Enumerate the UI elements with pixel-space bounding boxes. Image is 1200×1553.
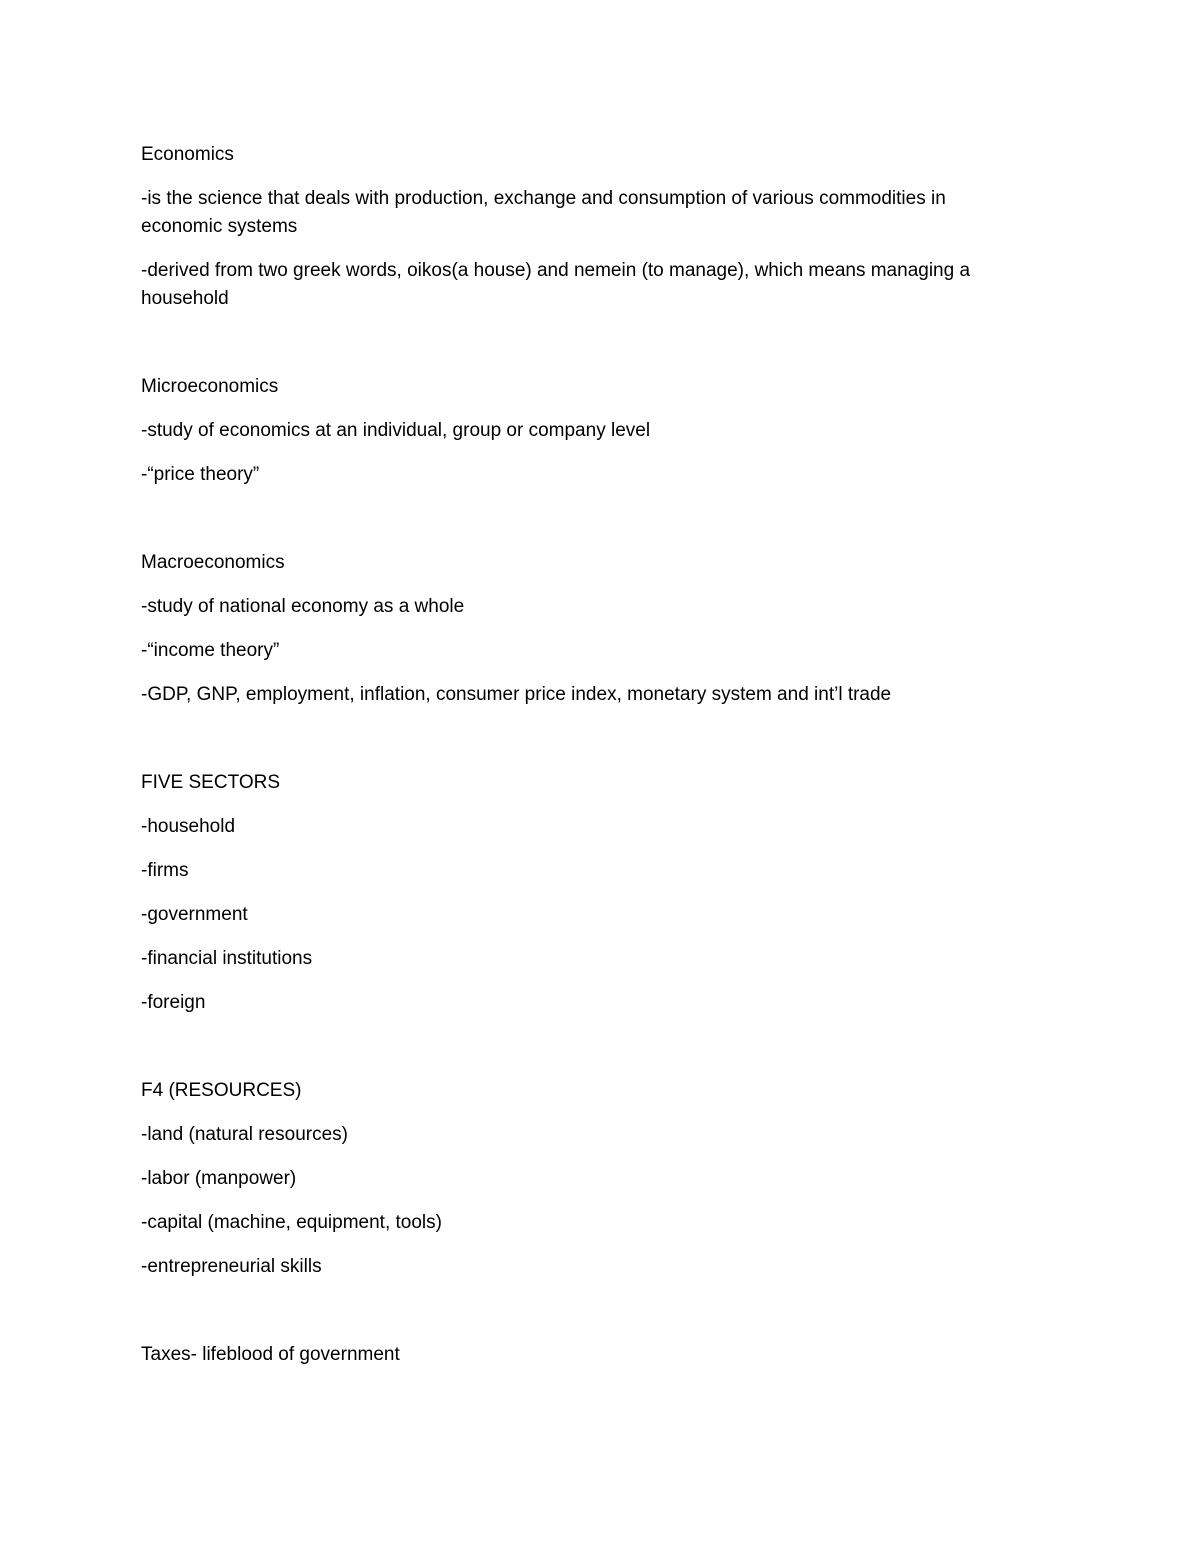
bullet-line: -labor (manpower) xyxy=(141,1168,297,1189)
bullet-line: -financial institutions xyxy=(141,948,313,969)
bullet-line: -“price theory” xyxy=(141,464,260,485)
section-economics xyxy=(141,141,1021,313)
section-resources xyxy=(141,1077,1021,1281)
bullet-line: -study of national economy as a whole xyxy=(141,596,465,617)
bullet-line: -derived from two greek words, oikos(a house) and nemein (to manage), which means managing a household xyxy=(141,260,971,309)
bullet-line: -GDP, GNP, employment, inflation, consumer price index, monetary system and int’l trade xyxy=(141,684,892,705)
section-heading: Economics xyxy=(141,144,234,165)
bullet-line: -land (natural resources) xyxy=(141,1124,348,1145)
section-spacer xyxy=(141,725,1021,769)
section-heading: Taxes- lifeblood of government xyxy=(141,1344,400,1365)
section-heading: Microeconomics xyxy=(141,376,279,397)
section-spacer xyxy=(141,1297,1021,1341)
section-microeconomics xyxy=(141,373,1021,489)
bullet-line: -is the science that deals with production, exchange and consumption of various commodities in economic systems xyxy=(141,188,946,237)
document-body xyxy=(141,141,1021,1385)
bullet-line: -“income theory” xyxy=(141,640,280,661)
bullet-line: -government xyxy=(141,904,248,925)
bullet-line: -capital (machine, equipment, tools) xyxy=(141,1212,442,1233)
section-taxes xyxy=(141,1341,1021,1369)
bullet-line: -household xyxy=(141,816,236,837)
section-macroeconomics xyxy=(141,549,1021,709)
section-five-sectors xyxy=(141,769,1021,1017)
section-heading: Macroeconomics xyxy=(141,552,285,573)
bullet-line: -firms xyxy=(141,860,189,881)
section-spacer xyxy=(141,329,1021,373)
section-spacer xyxy=(141,1033,1021,1077)
bullet-line: -study of economics at an individual, group or company level xyxy=(141,420,651,441)
section-heading: F4 (RESOURCES) xyxy=(141,1080,302,1101)
bullet-line: -entrepreneurial skills xyxy=(141,1256,322,1277)
section-heading: FIVE SECTORS xyxy=(141,772,281,793)
bullet-line: -foreign xyxy=(141,992,206,1013)
section-spacer xyxy=(141,505,1021,549)
